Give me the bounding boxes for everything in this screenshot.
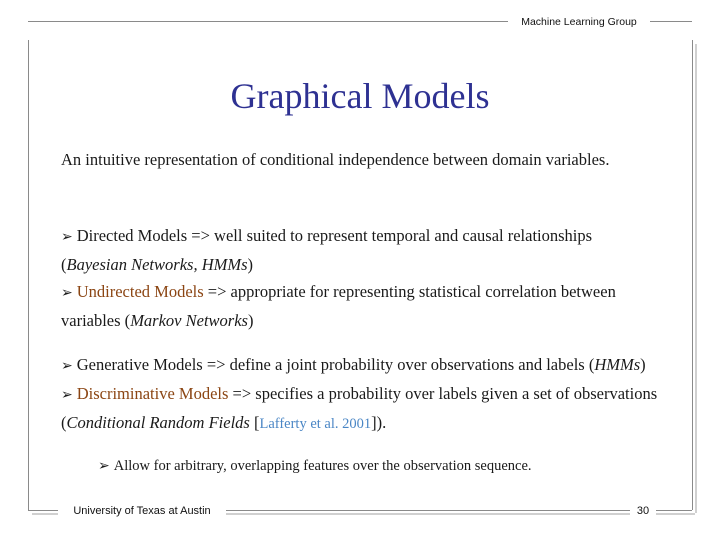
bullet-generative — [61, 351, 661, 380]
discriminative-text: => specifies a probability over labels given a set of observations ( — [61, 384, 658, 432]
citation-close: ]). — [371, 413, 387, 432]
model-bullets-group-2 — [61, 351, 661, 438]
citation-open: [ — [249, 413, 260, 432]
intro-paragraph: An intuitive representation of conditional independence between domain variables. — [61, 150, 610, 169]
generative-examples: HMMs — [594, 355, 641, 374]
slide-title: Graphical Models — [230, 76, 490, 116]
arrow-bullet-icon: ➢ — [61, 387, 73, 403]
header-group-label: Machine Learning Group — [508, 14, 650, 30]
discriminative-term: Discriminative Models — [76, 384, 229, 403]
undirected-text: => appropriate for representing statistical correlation between variables ( — [61, 282, 616, 330]
bullet-discriminative — [61, 380, 661, 438]
generative-text: => define a joint probability over observations and labels ( — [202, 355, 595, 374]
directed-close: ) — [247, 255, 254, 274]
citation-link[interactable]: Lafferty et al. 2001 — [259, 416, 372, 432]
generative-close: ) — [640, 355, 646, 374]
directed-text: => well suited to represent temporal and causal relationships ( — [61, 226, 593, 274]
frame-bottom-left-line — [28, 510, 58, 511]
bullet-undirected — [61, 278, 661, 334]
undirected-examples: Markov Networks — [130, 311, 248, 330]
arrow-bullet-icon: ➢ — [61, 358, 73, 374]
model-bullets-group-1 — [61, 222, 661, 334]
frame-top-line — [28, 21, 508, 22]
undirected-term: Undirected Models — [76, 282, 204, 301]
undirected-close: ) — [247, 311, 254, 330]
frame-bottom-right-line — [656, 510, 692, 511]
bullet-directed — [61, 222, 661, 278]
directed-term: Directed Models — [76, 226, 188, 245]
frame-top-right-line — [650, 21, 692, 22]
arrow-bullet-icon: ➢ — [98, 458, 110, 474]
generative-term: Generative Models — [76, 355, 203, 374]
directed-examples: Bayesian Networks, HMMs — [66, 255, 248, 274]
page-number: 30 — [630, 503, 656, 519]
frame-bottom-mid-line — [226, 510, 630, 511]
arrow-bullet-icon: ➢ — [61, 229, 73, 245]
footer-institution: University of Texas at Austin — [58, 503, 226, 519]
sub-bullet-discriminative — [98, 455, 658, 477]
discriminative-examples: Conditional Random Fields — [66, 413, 250, 432]
sub-bullet-text: Allow for arbitrary, overlapping features over the observation sequence. — [113, 458, 532, 474]
arrow-bullet-icon: ➢ — [61, 285, 73, 301]
